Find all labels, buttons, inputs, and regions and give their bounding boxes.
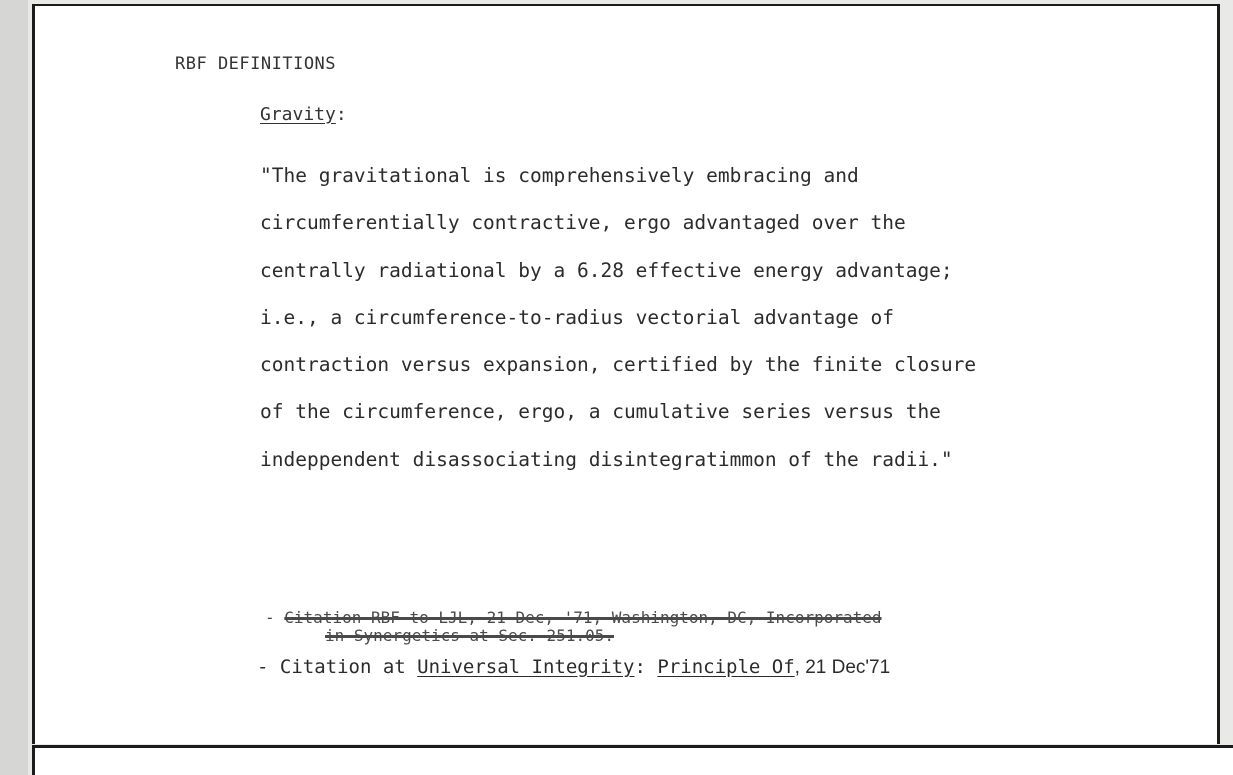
quote-line: indeppendent disassociating disintegratimmon of the radii.": [260, 447, 953, 471]
definition-term: [260, 104, 347, 125]
document-heading: RBF DEFINITIONS: [175, 54, 337, 74]
citation-date: , 21 Dec'71: [794, 657, 891, 678]
citation-prefix: - Citation at: [257, 656, 418, 678]
struck-line-2: in Synergetics at Sec. 251.05.: [325, 626, 614, 645]
quote-line: circumferentially contractive, ergo advantaged over the: [260, 211, 906, 235]
definition-card: [32, 4, 1220, 744]
citation-principle: Principle Of: [657, 656, 795, 678]
struck-dash: -: [265, 608, 275, 627]
page-edge: [0, 0, 28, 775]
definition-quote: [260, 152, 976, 483]
next-card-edge: [32, 748, 1233, 775]
citation-source: Universal Integrity: [417, 656, 635, 678]
term-colon: :: [335, 104, 347, 125]
quote-line: of the circumference, ergo, a cumulative series versus the: [260, 400, 941, 424]
struck-line-1: Citation RBF to LJL, 21 Dec, '71, Washington, DC, Incorporated: [284, 608, 882, 627]
citation-line: [257, 656, 890, 679]
quote-line: contraction versus expansion, certified by the finite closure: [260, 353, 977, 377]
quote-line: i.e., a circumference-to-radius vectorial advantage of: [260, 305, 894, 329]
term-label: Gravity: [260, 104, 336, 125]
citation-separator: :: [634, 656, 658, 678]
struck-citation: [265, 609, 882, 645]
quote-line: centrally radiational by a 6.28 effective energy advantage;: [260, 258, 953, 282]
quote-line: "The gravitational is comprehensively embracing and: [260, 164, 859, 187]
